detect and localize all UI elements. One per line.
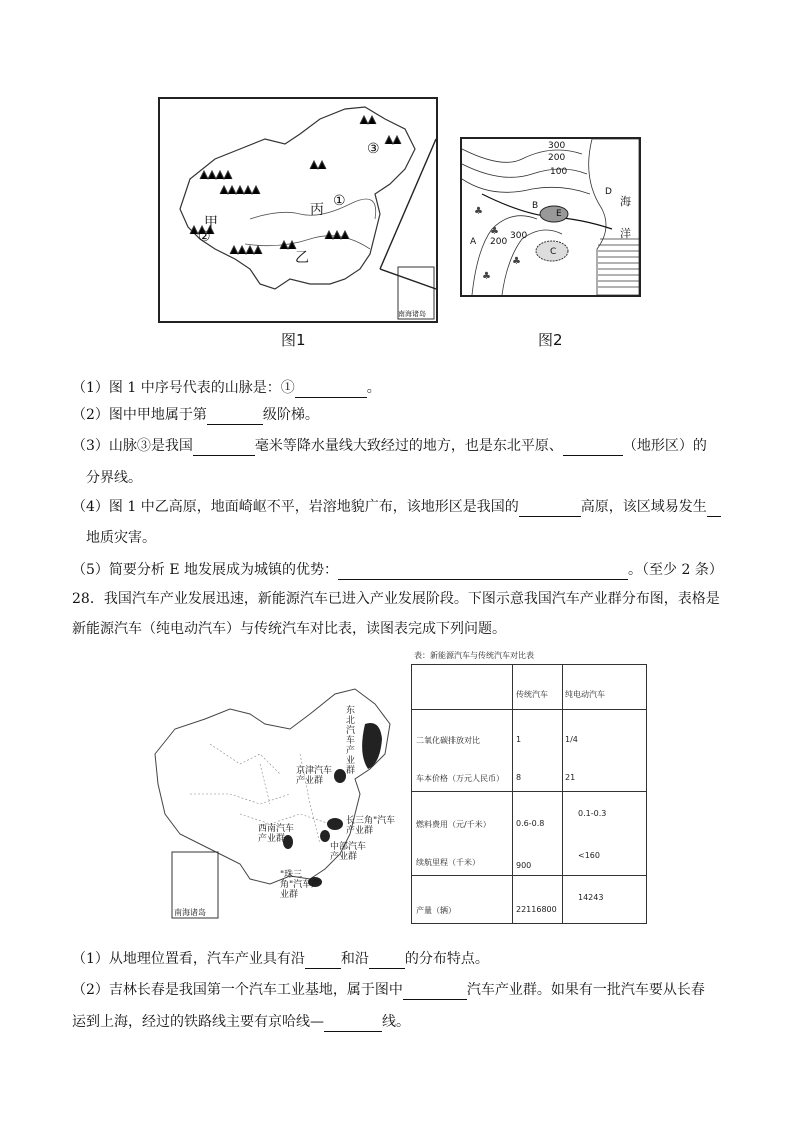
- label-n2: ②: [198, 229, 211, 245]
- label-n3: ③: [367, 141, 380, 157]
- cluster-zhusanjiao: "珠三角"汽车产业群: [280, 870, 321, 900]
- figure2-caption: 图2: [538, 331, 563, 349]
- cluster-zhongbu: 中部汽车产业群: [330, 842, 367, 862]
- q28-intro-b: 新能源汽车（纯电动汽车）与传统汽车对比表，读图表完成下列问题。: [72, 621, 506, 637]
- sea-label-yang: 洋: [620, 227, 631, 240]
- row-price-electric: 21: [565, 773, 576, 782]
- q27-3: （3）山脉③是我国 毫米等降水量线大致经过的地方，也是东北平原、 （地形区）的: [72, 438, 707, 454]
- point-e: E: [556, 209, 562, 219]
- row-fuel-traditional: 0.6-0.8: [516, 819, 545, 828]
- cluster-xinan: 西南汽车产业群: [258, 824, 295, 844]
- svg-text:♣: ♣: [512, 256, 521, 267]
- row-price-traditional: 8: [516, 773, 522, 782]
- svg-text:♣: ♣: [490, 226, 499, 237]
- q27-3-cont: 分界线。: [86, 470, 142, 486]
- row-fuel-electric: 0.1-0.3: [578, 809, 607, 818]
- answer-blank[interactable]: [295, 381, 367, 398]
- header-electric: 纯电动汽车: [565, 690, 605, 699]
- china-relief-map: [160, 99, 436, 321]
- point-a: A: [470, 237, 477, 247]
- cluster-dongbei: 东北汽车产业群: [346, 706, 356, 776]
- answer-blank[interactable]: [519, 500, 581, 517]
- china-outline-map: [150, 684, 405, 924]
- label-yi: 乙: [295, 250, 309, 266]
- q28-2: （2）吉林长春是我国第一个汽车工业基地，属于图中 汽车产业群。如果有一批汽车要从长春: [72, 982, 705, 998]
- row-fuel-label: 燃料费用（元/千米）: [416, 820, 491, 829]
- row-output-traditional: 22116800: [516, 905, 557, 914]
- answer-blank[interactable]: [338, 563, 628, 580]
- row-range-traditional: 900: [516, 861, 532, 870]
- answer-blank[interactable]: [305, 952, 341, 969]
- contour-300: 300: [548, 141, 566, 151]
- figure2-map: [460, 137, 641, 297]
- header-traditional: 传统汽车: [516, 690, 548, 699]
- q28-2-cont: 运到上海，经过的铁路线主要有京哈线— 线。: [72, 1014, 410, 1030]
- row-output-electric: 14243: [578, 893, 604, 902]
- q27-4-cont: 地质灾害。: [86, 530, 156, 546]
- q27-1: （1）图 1 中序号代表的山脉是：① 。: [72, 380, 381, 396]
- row-range-electric: <160: [578, 851, 600, 860]
- row-output-label: 产量（辆）: [416, 906, 456, 915]
- row-co2-traditional: 1: [516, 735, 522, 744]
- point-d: D: [605, 187, 612, 197]
- comparison-table: [411, 664, 647, 924]
- label-bing: 丙: [310, 202, 324, 218]
- cluster-jingjin: 京津汽车产业群: [296, 766, 333, 786]
- row-co2-electric: 1/4: [565, 735, 578, 744]
- row-co2-label: 二氧化碳排放对比: [416, 736, 480, 745]
- answer-blank[interactable]: [403, 983, 467, 1000]
- q27-4: （4）图 1 中乙高原，地面崎岖不平，岩溶地貌广布，该地形区是我国的 高原，该区域易发生: [72, 497, 721, 517]
- sea-label-hai: 海: [620, 195, 631, 208]
- figure1-map: [158, 97, 438, 323]
- figure1-caption: 图1: [281, 331, 306, 349]
- answer-blank[interactable]: [369, 952, 405, 969]
- row-range-label: 续航里程（千米）: [416, 858, 480, 867]
- label-n1: ①: [333, 193, 346, 209]
- q27-5: （5）简要分析 E 地发展成为城镇的优势： 。（至少 2 条）: [72, 562, 723, 578]
- q27-2: （2）图中甲地属于第 级阶梯。: [72, 407, 319, 423]
- row-price-label: 车本价格（万元人民币）: [416, 774, 504, 783]
- cluster-changsanjiao: 长三角"汽车产业群: [346, 816, 396, 836]
- label-nanhai-1: 南海诸岛: [398, 310, 426, 318]
- svg-text:♣: ♣: [474, 206, 483, 217]
- point-c: C: [550, 247, 557, 257]
- label-nanhai-2: 南海诸岛: [174, 908, 206, 917]
- answer-blank[interactable]: [563, 439, 623, 456]
- answer-blank[interactable]: [707, 500, 721, 517]
- contour-100: 100: [550, 167, 568, 177]
- answer-blank[interactable]: [193, 439, 255, 456]
- point-b: B: [532, 201, 539, 211]
- answer-blank[interactable]: [324, 1015, 382, 1032]
- svg-text:♣: ♣: [482, 271, 491, 282]
- label-jia: 甲: [204, 215, 218, 231]
- table-title: 表：新能源汽车与传统汽车对比表: [414, 651, 534, 660]
- contour-300-b: 300: [510, 231, 528, 241]
- q28-intro-a: 28．我国汽车产业发展迅速，新能源汽车已进入产业发展阶段。下图示意我国汽车产业群分布图，表格是: [72, 591, 720, 607]
- contour-200: 200: [548, 153, 566, 163]
- auto-cluster-map: [150, 684, 405, 924]
- contour-200-b: 200: [490, 237, 508, 247]
- answer-blank[interactable]: [207, 408, 263, 425]
- q28-1: （1）从地理位置看，汽车产业具有沿 和沿 的分布特点。: [72, 951, 489, 967]
